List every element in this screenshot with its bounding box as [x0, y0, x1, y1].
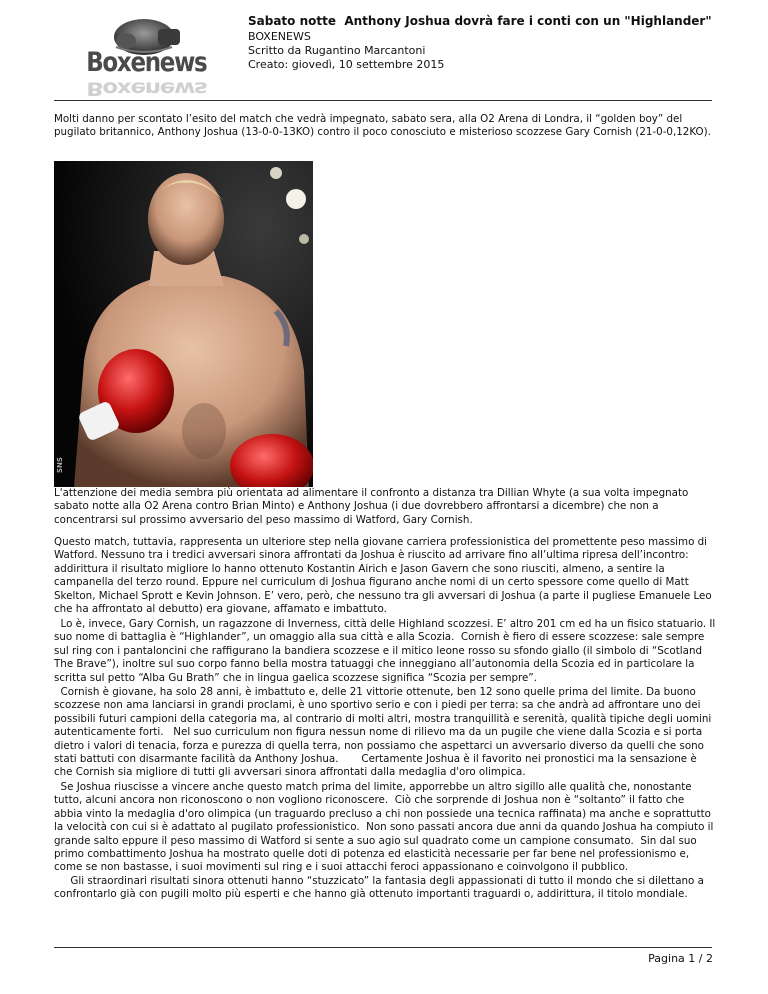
created-date: Creato: giovedì, 10 settembre 2015	[248, 58, 445, 71]
page-number: Pagina 1 / 2	[648, 952, 713, 965]
paragraph-cornish-profile-text: Cornish è giovane, ha solo 28 anni, è imbattuto e, delle 21 vittorie ottenute, ben 12 sono quelle prima del limite. Da buono scozzese non ama lanciarsi in grandi proclami, è uno sportivo serio e con i piedi per terra: sa che andrà ad affrontare uno dei possibili futuri campioni della categoria ma, al contrario di molti altri, mostra tranquillità e serenità, qualità tipiche degli uomini autenticamente forti. Nel suo curriculum non figura nessun nome di rilievo ma da un pugile che viene dalla Scozia e si porta dietro i valori di tenacia, forza e purezza di quella terra, non possiamo che aspettarci un avversario diverso da quelli che sono stati battuti con disarmante facilità da Anthony Joshua. Certamente Joshua è il favorito nei pronostici ma la sensazione è che Cornish sia migliore di tutti gli avversari sinora affrontati dalla medaglia d'oro olimpica.	[54, 686, 715, 779]
paragraph-career: Questo match, tuttavia, rappresenta un ulteriore step nella giovane carriera professionistica del promettente peso massimo di Watford. Nessuno tra i tredici avversari sinora affrontati da Joshua è riuscito ad arrivare fino all’ultima ripresa dell’incontro: addirittura il risultato migliore lo hanno ottenuto Kostantin Airich e Jason Gavern che sono riusciti, almeno, a sentire la campanella del terzo round. Eppure nel curriculum di Joshua figurano anche nomi di un certo spessore come quello di Matt Skelton, Michael Sprott e Kevin Johnson. E’ vero, però, che nessuno tra gli avversari di Joshua (a parte il pugliese Emanuele Leo che ha affrontato al debutto) era giovane, affamato e imbattuto.	[54, 536, 712, 616]
paragraph-cornish-text: Lo è, invece, Gary Cornish, un ragazzone di Inverness, città delle Highland scozzesi. E’ altro 201 cm ed ha un fisico statuario. Il suo nome di battaglia è “Highlander”, un omaggio alla sua città e alla Scozia. Cornish è fiero di essere scozzese: sale sempre sul ring con i pantaloncini che raffigurano la bandiera scozzese e il mitico leone rosso su sfondo giallo (il simbolo di “Scotland The Brave”), inoltre sul suo corpo fanno bella mostra tatuaggi che inneggiano all’autonomia della Scozia ed in particolare la scritta sul petto “Alba Gu Brath” che in lingua gaelica scozzese significa “Scozia per sempre”.	[54, 618, 719, 684]
boxenews-logo	[76, 17, 212, 99]
logo-wordmark-reflection: Boxenews	[86, 77, 207, 100]
paragraph-intro: Molti danno per scontato l’esito del match che vedrà impegnato, sabato sera, alla O2 Arena di Londra, il “golden boy” del pugilato britannico, Anthony Joshua (13-0-0-13KO) contro il poco conosciuto e misterioso scozzese Gary Cornish (21-0-0,12KO).	[54, 113, 711, 139]
author-line: Scritto da Rugantino Marcantoni	[248, 44, 426, 57]
paragraph-media: L'attenzione dei media sembra più orientata ad alimentare il confronto a distanza tra Dillian Whyte (a sua volta impegnato sabato notte alla O2 Arena contro Brian Minto) e Anthony Joshua (i due dovrebbero affrontarsi a dicembre) che non a concentrarsi sul prossimo avversario del peso massimo di Watford, Gary Cornish.	[54, 487, 689, 526]
article-header	[248, 14, 712, 72]
paragraph-cornish-profile	[54, 686, 716, 780]
article-title: Sabato notte Anthony Joshua dovrà fare i conti con un "Highlander"	[248, 14, 712, 28]
boxer-photo	[54, 161, 313, 487]
paragraph-joshua	[54, 781, 716, 902]
header-divider	[54, 100, 712, 101]
boxer-illustration	[54, 161, 313, 487]
photo-credit: SNS	[56, 457, 64, 473]
paragraph-cornish	[54, 618, 719, 685]
paragraph-joshua-text: Se Joshua riuscisse a vincere anche questo match prima del limite, apporrebbe un altro sigillo alle qualità che, nonostante tutto, alcuni ancora non riconoscono o non vogliono riconoscere. Ciò che sorprende di Joshua non è “soltanto” il fatto che abbia vinto la medaglia d'oro olimpica (un traguardo precluso a chi non possiede una tecnica raffinata) ma anche e soprattutto la velocità con cui si è adattato al pugilato professionistico. Non sono passati ancora due anni da quando Joshua ha compiuto il grande salto eppure il peso massimo di Watford si sente a suo agio sul quadrato come un campione consumato. Sin dal suo primo combattimento Joshua ha mostrato quelle doti di potenza ed elasticità necessarie per far bene nel professionismo e, come se non bastasse, i suoi movimenti sul ring e i suoi attacchi feroci appassionano e coinvolgono il pubblico.	[54, 781, 717, 874]
footer-divider	[54, 947, 712, 948]
paragraph-joshua-closing: Gli straordinari risultati sinora ottenuti hanno “stuzzicato” la fantasia degli appassionati di tutto il mondo che si dilettano a confrontarlo già con pugili molto più esperti e che hanno già ottenuto importanti traguardi o, addirittura, il titolo mondiale.	[54, 874, 708, 901]
logo-wordmark: Boxenews	[86, 47, 207, 78]
source-name: BOXENEWS	[248, 30, 311, 43]
